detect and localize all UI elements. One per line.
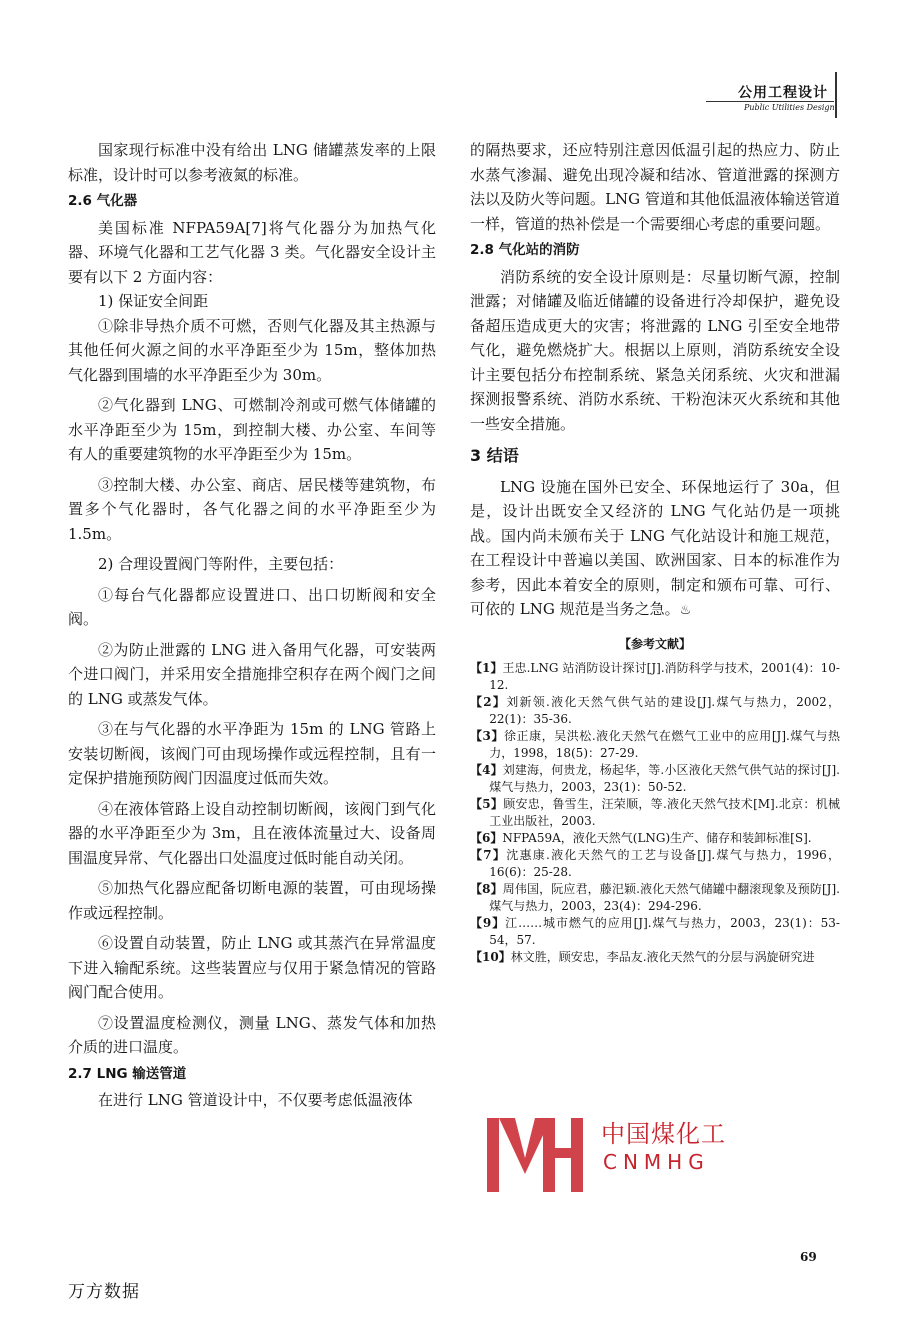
left-column — [68, 138, 436, 1113]
reference-text: 林文胜，顾安忠，李品友.液化天然气的分层与涡旋研究进 — [510, 950, 815, 964]
paragraph: ②为防止泄露的 LNG 进入备用气化器，可安装两个进口阀门，并采用安全措施排空积存在两个阀门之间的 LNG 或蒸发气体。 — [68, 640, 436, 708]
reference-item — [470, 728, 840, 762]
paragraph: 国家现行标准中没有给出 LNG 储罐蒸发率的上限标准，设计时可以参考液氮的标准。 — [68, 141, 436, 184]
reference-item — [470, 796, 840, 830]
paragraph: 2) 合理设置阀门等附件，主要包括： — [98, 555, 344, 573]
reference-text: 顾安忠，鲁雪生，汪荣顺，等.液化天然气技术[M].北京：机械工业出版社，2003. — [489, 797, 840, 828]
journal-section-subtitle: Public Utilities Design — [744, 103, 835, 112]
paragraph: ④在液体管路上设自动控制切断阀，该阀门到气化器的水平净距至少为 3m，且在液体流量过大、设备周围温度异常、气化器出口处温度过低时能自动关闭。 — [68, 799, 436, 867]
reference-number: 【8】 — [470, 882, 503, 896]
reference-text: 沈惠康.液化天然气的工艺与设备[J].煤气与热力，1996，16(6)：25-28. — [489, 848, 841, 879]
reference-number: 【7】 — [470, 848, 507, 862]
paragraph: ②气化器到 LNG、可燃制冷剂或可燃气体储罐的水平净距至少为 15m，到控制大楼、办公室、车间等有人的重要建筑物的水平净距至少为 15m。 — [68, 396, 436, 463]
reference-item — [470, 694, 840, 728]
references-heading: 【参考文献】 — [618, 636, 691, 651]
watermark-en-text: CNMHG — [603, 1150, 710, 1174]
section-heading-2-7: 2.7 LNG 输送管道 — [68, 1065, 187, 1082]
paragraph: ⑥设置自动装置，防止 LNG 或其蒸汽在异常温度下进入输配系统。这些装置应与仅用于紧急情况的管路阀门配合使用。 — [68, 934, 436, 1001]
reference-number: 【10】 — [470, 950, 511, 964]
paragraph: 在进行 LNG 管道设计中，不仅要考虑低温液体 — [98, 1091, 413, 1109]
footer-source: 万方数据 — [68, 1282, 140, 1302]
reference-item — [470, 949, 840, 966]
reference-item — [470, 915, 840, 949]
paragraph: ①每台气化器都应设置进口、出口切断阀和安全阀。 — [68, 585, 436, 628]
section-heading-3: 3 结语 — [470, 446, 519, 465]
reference-text: 徐正康，吴洪松.液化天然气在燃气工业中的应用[J].煤气与热力，1998，18(5)：27-29. — [489, 729, 840, 760]
reference-text: 周伟国，阮应君，藤汜颖.液化天然气储罐中翻滚现象及预防[J].煤气与热力，2003，23(4)：294-296. — [489, 882, 840, 913]
journal-section-title: 公用工程设计 — [738, 85, 828, 101]
section-heading-2-8: 2.8 气化站的消防 — [470, 242, 580, 258]
reference-text: NFPA59A，液化天然气(LNG)生产、储存和装卸标准[S]. — [502, 831, 812, 845]
conclusion-text: LNG 设施在国外已安全、环保地运行了 30a，但是，设计出既安全又经济的 LNG 气化站仍是一项挑战。国内尚未颁布关于 LNG 气化站设计和施工规范，在工程设计中普遍以美国、欧洲国家、日本的标准作为参考，因此本着安全的原则，制定和颁布可靠、可行、可依的 LNG 规范是当务之急。 — [470, 477, 840, 618]
reference-number: 【4】 — [470, 763, 503, 777]
section-heading-2-6: 2.6 气化器 — [68, 193, 138, 209]
header-vertical-rule — [835, 72, 837, 118]
reference-text: 王忠.LNG 站消防设计探讨[J].消防科学与技术，2001(4)：10-12. — [489, 661, 840, 692]
reference-number: 【3】 — [470, 729, 504, 743]
paragraph: 美国标准 NFPA59A[7]将气化器分为加热气化器、环境气化器和工艺气化器 3 类。气化器安全设计主要有以下 2 方面内容： — [68, 218, 436, 286]
reference-item — [470, 847, 840, 881]
reference-item — [470, 660, 840, 694]
reference-number: 【6】 — [470, 831, 503, 845]
references-list — [470, 660, 840, 966]
reference-number: 【9】 — [470, 916, 506, 930]
paragraph: 的隔热要求，还应特别注意因低温引起的热应力、防止水蒸气渗漏、避免出现冷凝和结冰、管道泄露的探测方法以及防火等问题。LNG 管道和其他低温液体输送管道一样，管道的热补偿是一个需要细心考虑的重要问题。 — [470, 141, 840, 233]
paragraph: ③在与气化器的水平净距为 15m 的 LNG 管路上安装切断阀，该阀门可由现场操作或远程控制，且有一定保护措施预防阀门因温度过低而失效。 — [68, 720, 436, 787]
paragraph: ⑤加热气化器应配备切断电源的装置，可由现场操作或远程控制。 — [68, 879, 436, 922]
end-mark-icon: ♨ — [679, 603, 692, 618]
reference-text: 刘建海，何贵龙，杨起华，等.小区液化天然气供气站的探讨[J].煤气与热力，2003，23(1)：50-52. — [489, 763, 840, 794]
watermark-cn-text: 中国煤化工 — [601, 1114, 726, 1149]
paragraph: 1) 保证安全间距 — [98, 292, 209, 310]
reference-text: 刘新领.液化天然气供气站的建设[J].煤气与热力，2002，22(1)：35-36. — [489, 695, 841, 726]
paragraph: ①除非导热介质不可燃，否则气化器及其主热源与其他任何火源之间的水平净距至少为 15m，整体加热气化器到围墙的水平净距至少为 30m。 — [68, 316, 436, 384]
reference-number: 【5】 — [470, 797, 504, 811]
reference-number: 【2】 — [470, 695, 507, 709]
paragraph: 消防系统的安全设计原则是：尽量切断气源，控制泄露；对储罐及临近储罐的设备进行冷却保护，避免设备超压造成更大的灾害；将泄露的 LNG 引至安全地带气化，避免燃烧扩大。根据以上原则，消防系统安全设计主要包括分布控制系统、紧急关闭系统、火灾和泄漏探测报警系统、消防水系统、干粉泡沫灭火系统和其他一些安全措施。 — [470, 267, 840, 433]
reference-item — [470, 762, 840, 796]
reference-number: 【1】 — [470, 661, 503, 675]
reference-item — [470, 830, 840, 847]
page-number: 69 — [800, 1250, 817, 1264]
paragraph: ③控制大楼、办公室、商店、居民楼等建筑物，布置多个气化器时，各气化器之间的水平净距至少为 1.5m。 — [68, 475, 436, 543]
reference-text: 江……城市燃气的应用[J].煤气与热力，2003，23(1)：53-54，57. — [489, 916, 840, 947]
watermark-logo — [485, 1112, 830, 1194]
watermark-mh-icon — [485, 1112, 601, 1194]
paragraph — [470, 475, 840, 624]
right-column — [470, 138, 840, 966]
paragraph: ⑦设置温度检测仪，测量 LNG、蒸发气体和加热介质的进口温度。 — [68, 1013, 436, 1056]
header-rule — [706, 101, 834, 102]
reference-item — [470, 881, 840, 915]
